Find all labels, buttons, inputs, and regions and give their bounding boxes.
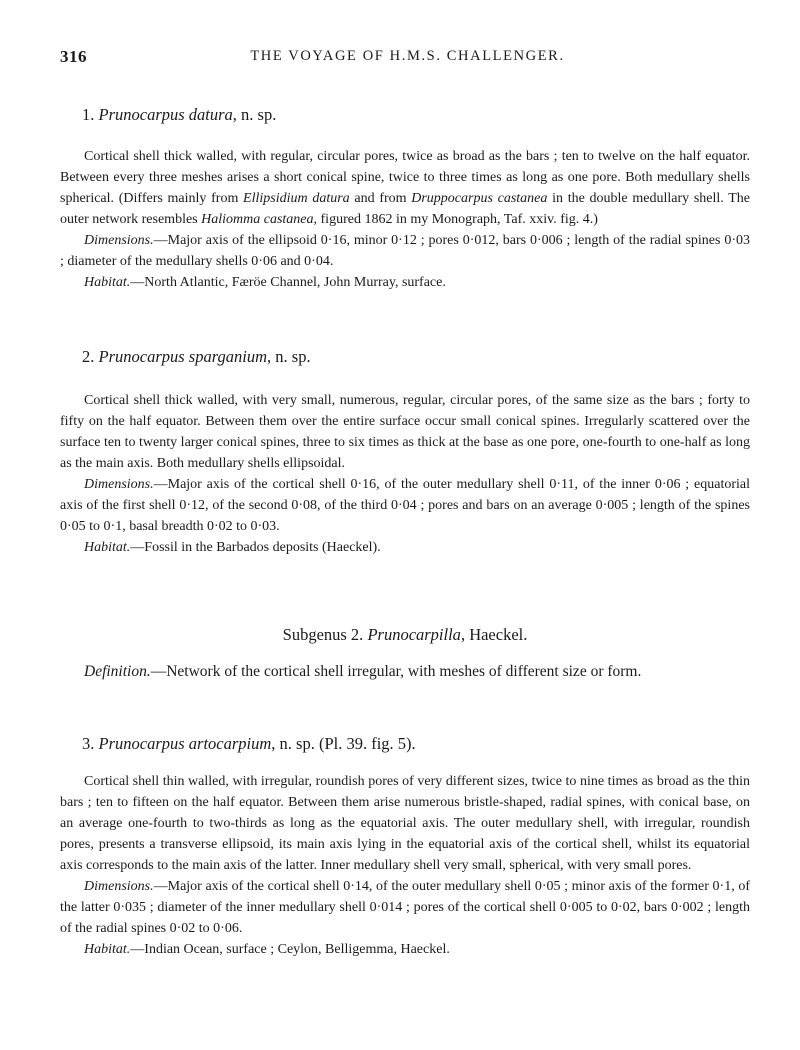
- species-1-number: 1.: [82, 105, 95, 124]
- species-2-description: Cortical shell thick walled, with very small, numerous, regular, circular pores, of the same size as the bars ; forty to fifty on the half equator. Between them over the entire surface occur small conical spines. Irregularly scattered over the surface ten to twenty larger conical spines, three to six times as thick at the base as one pore, one-fourth to one-half as long as the main axis. Both medullary shells ellipsoidal.: [60, 393, 750, 471]
- species-3-heading: [60, 733, 750, 754]
- species-3-name: Prunocarpus artocarpium: [98, 734, 272, 753]
- running-title: THE VOYAGE OF H.M.S. CHALLENGER.: [250, 48, 565, 64]
- species-2-body: [60, 390, 750, 558]
- species-3-dimensions: Dimensions.—Major axis of the cortical shell 0·14, of the outer medullary shell 0·05 ; minor axis of the former 0·1, of the latter 0·035 ; diameter of the inner medullary shell 0·014 ; pores of the cortical shell 0·005 to 0·02, bars 0·002 ; length of the radial spines 0·02 to 0·06.: [60, 879, 750, 936]
- species-1-habitat: Habitat.—North Atlantic, Færöe Channel, John Murray, surface.: [84, 275, 446, 290]
- species-1-suffix: , n. sp.: [232, 105, 277, 124]
- species-1-dimensions: Dimensions.—Major axis of the ellipsoid 0·16, minor 0·12 ; pores 0·012, bars 0·006 ; length of the radial spines 0·03 ; diameter of the medullary shells 0·06 and 0·04.: [60, 233, 750, 269]
- species-3-suffix: , n. sp. (Pl. 39. fig. 5).: [271, 734, 416, 753]
- species-2-habitat: Habitat.—Fossil in the Barbados deposits (Haeckel).: [84, 540, 381, 555]
- species-1-body: [60, 146, 750, 293]
- species-2-dimensions: Dimensions.—Major axis of the cortical shell 0·16, of the outer medullary shell 0·11, of the inner 0·06 ; equatorial axis of the first shell 0·12, of the second 0·08, of the third 0·04 ; pores and bars on an average 0·005 ; length of the spines 0·05 to 0·1, basal breadth 0·02 to 0·03.: [60, 477, 750, 534]
- species-2-suffix: , n. sp.: [267, 347, 311, 366]
- species-3-number: 3.: [82, 734, 95, 753]
- page-number: 316: [60, 47, 87, 66]
- subgenus-heading: Subgenus 2. Prunocarpilla, Haeckel.: [282, 625, 528, 644]
- species-3-description: Cortical shell thin walled, with irregular, roundish pores of very different sizes, twice to nine times as broad as the thin bars ; ten to fifteen on the half equator. Between them arise numerous bristle-shaped, radial spines, with conical base, on an average one-fourth to two-thirds as long as the equatorial axis. The outer medullary shell, with irregular, roundish pores, presents a transverse ellipsoid, its main axis lying in the equatorial axis of the cortical shell, whilst its equatorial axis corresponds to the main axis of the latter. Inner medullary shell very small, spherical, with very small pores.: [60, 774, 750, 873]
- species-1-heading: [60, 104, 750, 125]
- subgenus-definition: Definition.—Network of the cortical shell irregular, with meshes of different size or form.: [84, 663, 642, 680]
- species-2-number: 2.: [82, 347, 95, 366]
- species-2-name: Prunocarpus sparganium: [98, 347, 268, 366]
- subgenus-name: Prunocarpilla: [367, 625, 461, 644]
- species-3-body: [60, 771, 750, 960]
- species-3-habitat: Habitat.—Indian Ocean, surface ; Ceylon, Belligemma, Haeckel.: [84, 942, 450, 957]
- species-2-heading: [60, 346, 750, 367]
- species-1-description: Cortical shell thick walled, with regular, circular pores, twice as broad as the bars ; ten to twelve on the half equator. Between every three meshes arises a short conical spine, twice to three times as long as one pore. Both medullary shells spherical. (Differs mainly from Ellipsidium datura and from Druppocarpus castanea in the double medullary shell. The outer network resembles Haliomma castanea, figured 1862 in my Monograph, Taf. xxiv. fig. 4.): [60, 149, 751, 227]
- species-1-name: Prunocarpus datura: [98, 105, 233, 124]
- page-header: [60, 47, 755, 69]
